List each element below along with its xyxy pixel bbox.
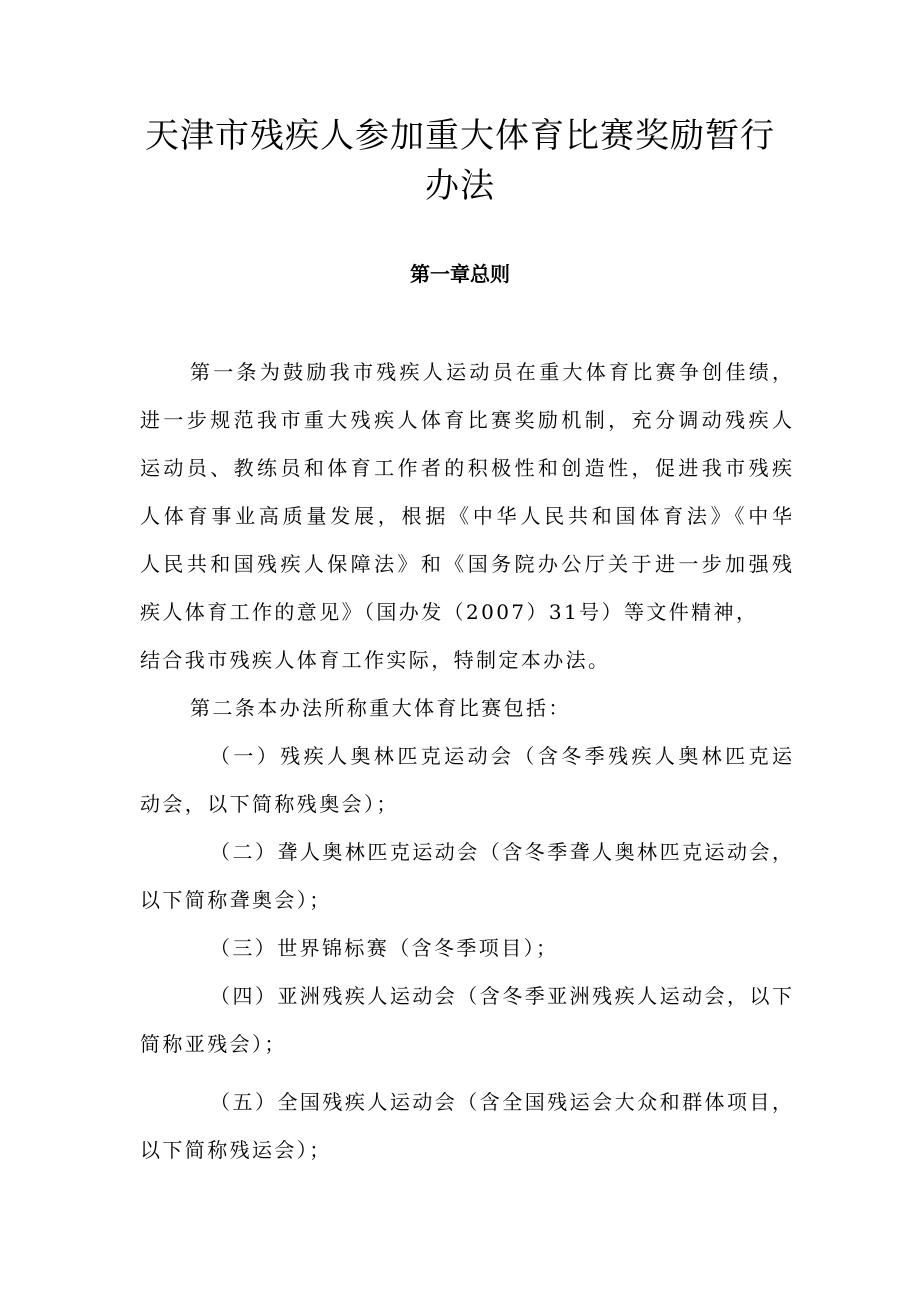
article-1-line-5: 人民共和国残疾人保障法》和《国务院办公厅关于进一步加强残: [140, 552, 792, 576]
item-5-line-1: （五）全国残疾人运动会（含全国残运会大众和群体项目，: [210, 1090, 792, 1114]
item-2-line-2: 以下简称聋奥会）；: [140, 888, 332, 912]
item-4-line-2: 简称亚残会）；: [140, 1032, 287, 1056]
item-3-line: （三）世界锦标赛（含冬季项目）；: [210, 936, 559, 960]
chapter-heading: 第一章总则: [410, 262, 510, 286]
item-5-line-2: 以下简称残运会）；: [140, 1138, 332, 1162]
article-1-line-3: 运动员、教练员和体育工作者的积极性和创造性，促进我市残疾: [140, 456, 792, 480]
article-1-line-6: 疾人体育工作的意见》（国办发（2007）31号）等文件精神，: [140, 600, 759, 624]
article-1-line-7: 结合我市残疾人体育工作实际，特制定本办法。: [140, 648, 611, 672]
article-1-line-1: 第一条为鼓励我市残疾人运动员在重大体育比赛争创佳绩，: [190, 360, 792, 384]
document-title-line-2: 办法: [425, 166, 495, 206]
article-1-line-2: 进一步规范我市重大残疾人体育比赛奖励机制，充分调动残疾人: [140, 408, 792, 432]
item-1-line-1: （一）残疾人奥林匹克运动会（含冬季残疾人奥林匹克运: [210, 744, 792, 768]
item-1-line-2: 动会，以下简称残奥会）；: [140, 792, 399, 816]
article-2-intro: 第二条本办法所称重大体育比赛包括：: [190, 696, 571, 720]
article-1-line-4: 人体育事业高质量发展，根据《中华人民共和国体育法》《中华: [140, 504, 792, 528]
item-4-line-1: （四）亚洲残疾人运动会（含冬季亚洲残疾人运动会，以下: [210, 984, 792, 1008]
item-2-line-1: （二）聋人奥林匹克运动会（含冬季聋人奥林匹克运动会，: [210, 840, 792, 864]
document-title-line-1: 天津市残疾人参加重大体育比赛奖励暂行: [145, 116, 775, 156]
